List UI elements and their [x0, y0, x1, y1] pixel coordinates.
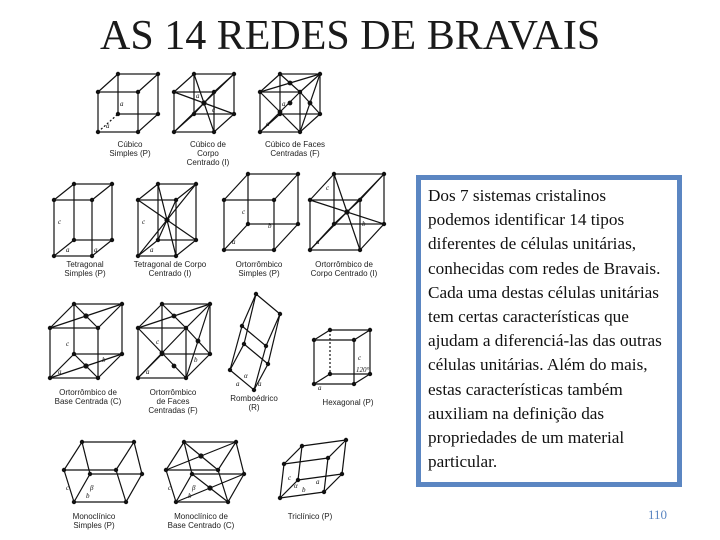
svg-text:β: β — [192, 484, 196, 492]
lattice-rhombohedral — [220, 290, 290, 394]
svg-text:a: a — [282, 100, 286, 108]
orthorhombic-simple-drawing — [218, 170, 304, 260]
cubic-simple-drawing — [90, 70, 170, 140]
svg-text:b: b — [188, 492, 192, 500]
svg-text:c: c — [358, 354, 362, 362]
svg-text:a: a — [58, 368, 62, 376]
lattice-monoclinic-base-centered — [162, 436, 246, 508]
svg-text:a: a — [106, 122, 110, 130]
svg-text:c: c — [142, 218, 146, 226]
lattice-cubic-face-centered — [252, 70, 336, 140]
svg-text:c: c — [288, 474, 292, 482]
orthorhombic-bcc-drawing — [304, 170, 390, 260]
svg-text:b: b — [268, 222, 272, 230]
orthorhombic-base-centered-drawing — [42, 298, 128, 388]
svg-text:a: a — [196, 92, 200, 100]
svg-text:b: b — [194, 356, 198, 364]
orthorhombic-fcc-drawing — [130, 298, 216, 388]
lattice-cubic-body-centered — [168, 70, 248, 140]
title-area — [0, 0, 720, 70]
lattice-orthorhombic-face-centered — [130, 298, 216, 388]
caption-monoclinic-simple: Monoclínico Simples (P) — [72, 512, 116, 530]
hexagonal-drawing — [308, 326, 388, 392]
svg-text:c: c — [212, 106, 216, 114]
svg-text:c: c — [156, 338, 160, 346]
svg-text:a: a — [236, 380, 240, 388]
svg-text:a: a — [318, 384, 322, 392]
svg-text:β: β — [90, 484, 94, 492]
lattice-triclinic — [276, 436, 356, 508]
caption-tetragonal-simple: Tetragonal Simples (P) — [64, 260, 106, 278]
lattice-orthorhombic-body-centered — [304, 170, 390, 260]
caption-orthorhombic-simple: Ortorrômbico Simples (P) — [235, 260, 283, 278]
svg-text:a: a — [316, 478, 320, 486]
svg-text:c: c — [168, 484, 172, 492]
lattice-tetragonal-body-centered — [130, 180, 210, 260]
svg-text:b: b — [302, 486, 306, 494]
lattice-orthorhombic-base-centered — [42, 298, 128, 388]
caption-cubic-bcc: Cúbico de Corpo Centrado (I) — [186, 140, 230, 167]
svg-text:a: a — [316, 238, 320, 246]
caption-tetragonal-bcc: Tetragonal de Corpo Centrado (I) — [133, 260, 207, 278]
svg-text:a: a — [146, 368, 150, 376]
svg-text:c: c — [66, 340, 70, 348]
caption-monoclinic-base-centered: Monoclínico de Base Centrado (C) — [167, 512, 235, 530]
rhombohedral-drawing — [220, 290, 290, 394]
slide-title: AS 14 REDES DE BRAVAIS — [100, 13, 601, 59]
tetragonal-bcc-drawing — [130, 180, 210, 260]
svg-text:c: c — [66, 484, 70, 492]
caption-orthorhombic-base-centered: Ortorrômbico de Base Centrada (C) — [54, 388, 122, 406]
angle-label: 120° — [356, 366, 370, 374]
lattice-orthorhombic-simple — [218, 170, 304, 260]
lattice-tetragonal-simple — [46, 180, 126, 260]
caption-orthorhombic-fcc: Ortorrômbico de Faces Centradas (F) — [148, 388, 198, 415]
triclinic-drawing — [276, 436, 356, 508]
monoclinic-simple-drawing — [60, 436, 144, 508]
svg-text:c: c — [242, 208, 246, 216]
monoclinic-base-centered-drawing — [162, 436, 246, 508]
svg-text:a: a — [120, 100, 124, 108]
cubic-bcc-drawing — [168, 70, 248, 140]
caption-hexagonal: Hexagonal (P) — [322, 398, 374, 407]
svg-text:a: a — [232, 238, 236, 246]
bravais-lattices-figure — [38, 64, 388, 534]
page-number: 110 — [648, 507, 668, 522]
svg-text:α: α — [294, 482, 298, 490]
description-textbox — [416, 175, 682, 487]
lattice-monoclinic-simple — [60, 436, 144, 508]
svg-text:a: a — [66, 246, 70, 254]
lattice-cubic-simple — [90, 70, 170, 140]
svg-text:c: c — [326, 184, 330, 192]
svg-text:α: α — [244, 372, 248, 380]
caption-rhombohedral: Romboédrico (R) — [230, 394, 278, 412]
lattice-hexagonal — [308, 326, 388, 392]
caption-cubic-fcc: Cúbico de Faces Centradas (F) — [264, 140, 326, 158]
svg-text:b: b — [102, 356, 106, 364]
cubic-fcc-drawing — [252, 70, 336, 140]
svg-text:c: c — [58, 218, 62, 226]
caption-triclinic: Triclínico (P) — [287, 512, 333, 521]
svg-text:b: b — [86, 492, 90, 500]
svg-text:a: a — [94, 246, 98, 254]
svg-text:a: a — [266, 120, 270, 128]
caption-cubic-simple: Cúbico Simples (P) — [109, 140, 151, 158]
svg-text:b: b — [362, 220, 366, 228]
description-text: Dos 7 sistemas cristalinos podemos identificar 14 tipos diferentes de células unitárias, conhecidas com redes de Bravais. Cada uma destas células unitárias tem certas características que ajudam a diferenciá-las das outras células unitárias. Além do mais, estas características também auxiliam na definição das propriedades de um material particular. — [428, 186, 662, 472]
svg-text:a: a — [258, 380, 262, 388]
caption-orthorhombic-bcc: Ortorrômbico de Corpo Centrado (I) — [310, 260, 378, 278]
tetragonal-simple-drawing — [46, 180, 126, 260]
svg-text:a: a — [150, 246, 154, 254]
